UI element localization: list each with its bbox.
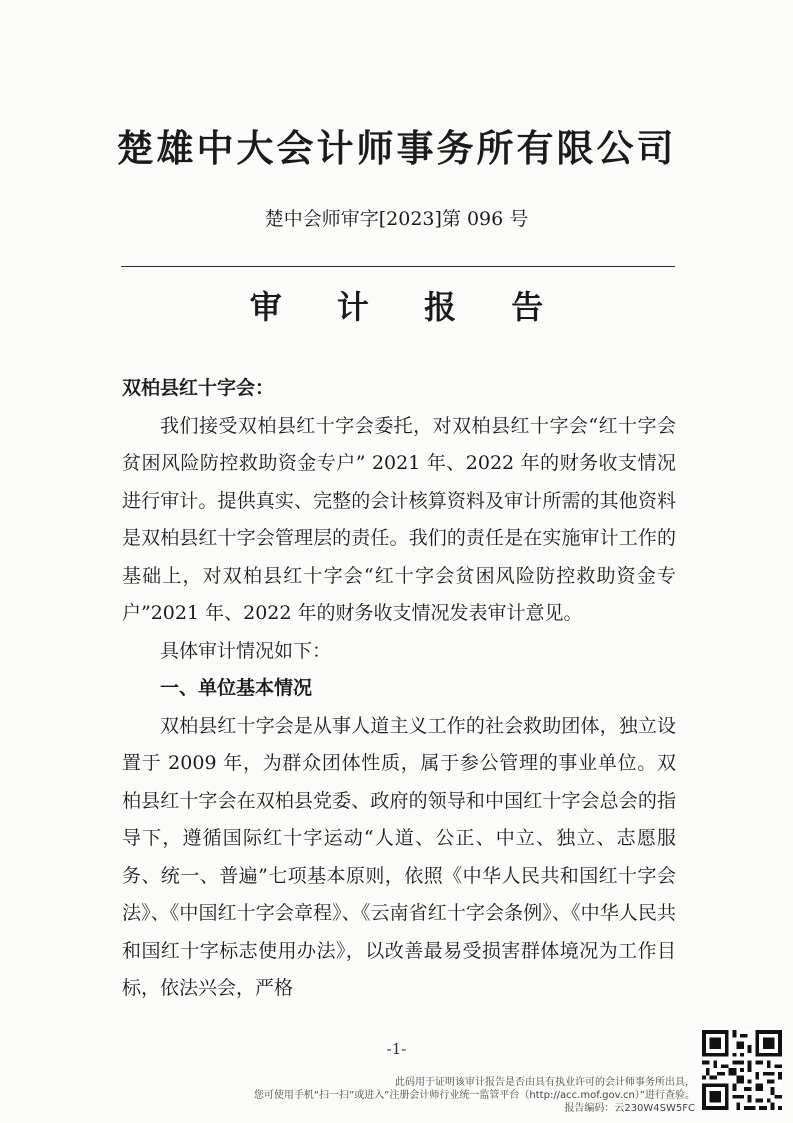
document-number: 楚中会师审字[2023]第 096 号 bbox=[264, 208, 529, 230]
verification-note bbox=[254, 1076, 695, 1115]
paragraph-intro: 具体审计情况如下： bbox=[160, 639, 332, 662]
verification-line-1: 此码用于证明该审计报告是否由具有执业许可的会计师事务所出具， bbox=[395, 1077, 695, 1088]
qr-code-icon bbox=[702, 1030, 782, 1110]
paragraph-engagement: 我们接受双柏县红十字会委托，对双柏县红十字会“红十字会贫困风险防控救助资金专户” 2021 年、2022 年的财务收支情况进行审计。提供真实、完整的会计核算资料及审计所需的其他资料是双柏县红十字会管理层的责任。我们的责任是在实施审计工作的基础上，对双柏县红十字会“红十字会贫困风险防控救助资金专户”2021 年、2022 年的财务收支情况发表审计意见。 bbox=[122, 414, 676, 624]
report-body bbox=[122, 370, 676, 1008]
addressee: 双柏县红十字会： bbox=[122, 377, 275, 399]
section-heading: 一、单位基本情况 bbox=[160, 677, 313, 699]
header-divider bbox=[121, 266, 675, 267]
verification-line-2: 您可使用手机“扫一扫”或进入“注册会计师行业统一监管平台（http://acc.mof.gov.cn）”进行查验。 bbox=[253, 1090, 695, 1101]
report-title: 审 计 报 告 bbox=[249, 288, 566, 326]
report-code: 报告编码：云230W4SW5FC bbox=[564, 1103, 695, 1114]
firm-name: 楚雄中大会计师事务所有限公司 bbox=[116, 126, 677, 170]
paragraph-basic-info: 双柏县红十字会是从事人道主义工作的社会救助团体，独立设置于 2009 年，为群众团体性质，属于参公管理的事业单位。双柏县红十字会在双柏县党委、政府的领导和中国红十字会总会的指导下，遵循国际红十字运动“人道、公正、中立、独立、志愿服务、统一、普遍”七项基本原则，依照《中华人民共和国红十字会法》、《中国红十字会章程》、《云南省红十字会条例》、《中华人民共和国红十字标志使用办法》，以改善最易受损害群体境况为工作目标，依法兴会，严格 bbox=[122, 714, 676, 999]
page-number: -1- bbox=[386, 1040, 407, 1058]
